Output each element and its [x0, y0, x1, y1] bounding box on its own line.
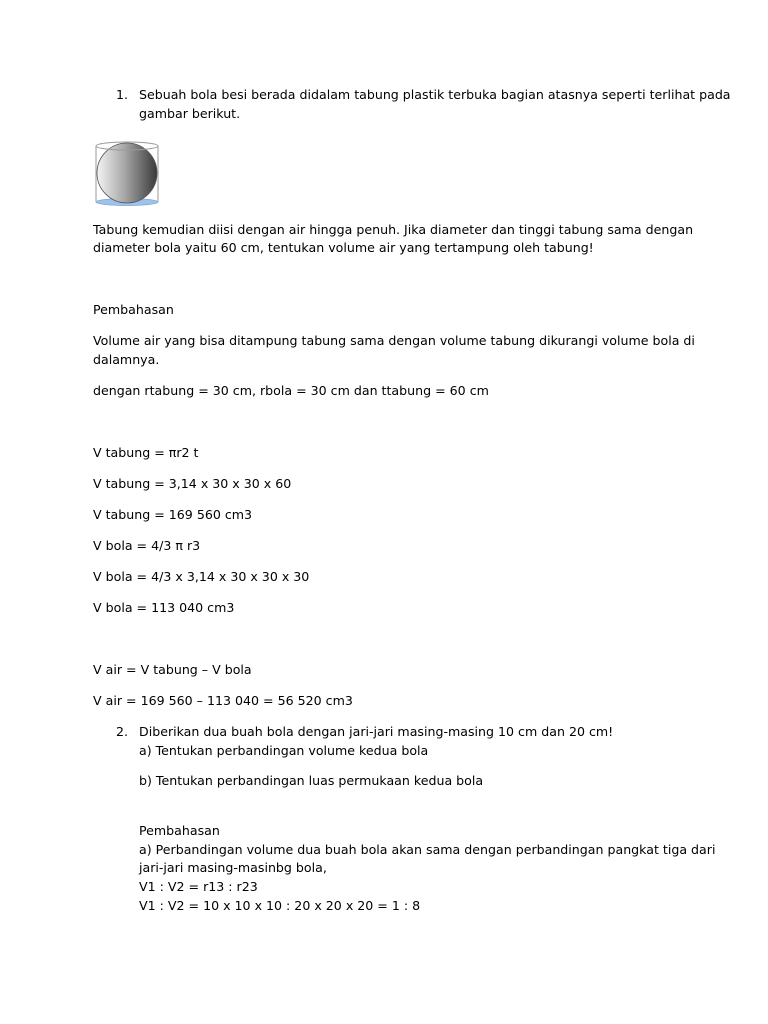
pembahasan-intro-line-1: Volume air yang bisa ditampung tabung sama dengan volume tabung dikurangi volume bola di: [93, 333, 695, 348]
air-line: V air = V tabung – V bola: [93, 662, 252, 677]
q1-text-line-2: gambar berikut.: [139, 106, 241, 121]
q1-number: 1.: [116, 87, 129, 102]
step-line: V bola = 4/3 x 3,14 x 30 x 30 x 30: [93, 569, 310, 584]
air-line: V air = 169 560 – 113 040 = 56 520 cm3: [93, 693, 353, 708]
pembahasan-heading: Pembahasan: [93, 302, 174, 317]
pembahasan2-line: Pembahasan: [139, 823, 220, 838]
sphere-in-cylinder-figure: [92, 138, 164, 210]
q1-question-line-2: diameter bola yaitu 60 cm, tentukan volume air yang tertampung oleh tabung!: [93, 240, 594, 255]
pembahasan2-line: V1 : V2 = r13 : r23: [139, 879, 258, 894]
pembahasan2-line: V1 : V2 = 10 x 10 x 10 : 20 x 20 x 20 = 1 : 8: [139, 898, 421, 913]
q1-text-line-1: Sebuah bola besi berada didalam tabung plastik terbuka bagian atasnya seperti terlihat pada: [139, 87, 731, 102]
step-line: V tabung = πr2 t: [93, 445, 199, 460]
step-line: V bola = 4/3 π r3: [93, 538, 201, 553]
q2-number: 2.: [116, 724, 129, 739]
step-line: V bola = 113 040 cm3: [93, 600, 235, 615]
pembahasan2-line: a) Perbandingan volume dua buah bola akan sama dengan perbandingan pangkat tiga dari: [139, 842, 716, 857]
pembahasan2-line: jari-jari masing-masinbg bola,: [139, 860, 327, 875]
q2-line: a) Tentukan perbandingan volume kedua bola: [139, 743, 429, 758]
step-line: V tabung = 169 560 cm3: [93, 507, 253, 522]
q2-line: Diberikan dua buah bola dengan jari-jari masing-masing 10 cm dan 20 cm!: [139, 724, 614, 739]
sphere: [97, 143, 157, 203]
q1-question-line-1: Tabung kemudian diisi dengan air hingga penuh. Jika diameter dan tinggi tabung sama dengan: [93, 222, 694, 237]
step-line: V tabung = 3,14 x 30 x 30 x 60: [93, 476, 292, 491]
q2-line: b) Tentukan perbandingan luas permukaan kedua bola: [139, 773, 484, 788]
pembahasan-intro-line-2: dalamnya.: [93, 352, 160, 367]
given-values: dengan rtabung = 30 cm, rbola = 30 cm dan ttabung = 60 cm: [93, 383, 489, 398]
